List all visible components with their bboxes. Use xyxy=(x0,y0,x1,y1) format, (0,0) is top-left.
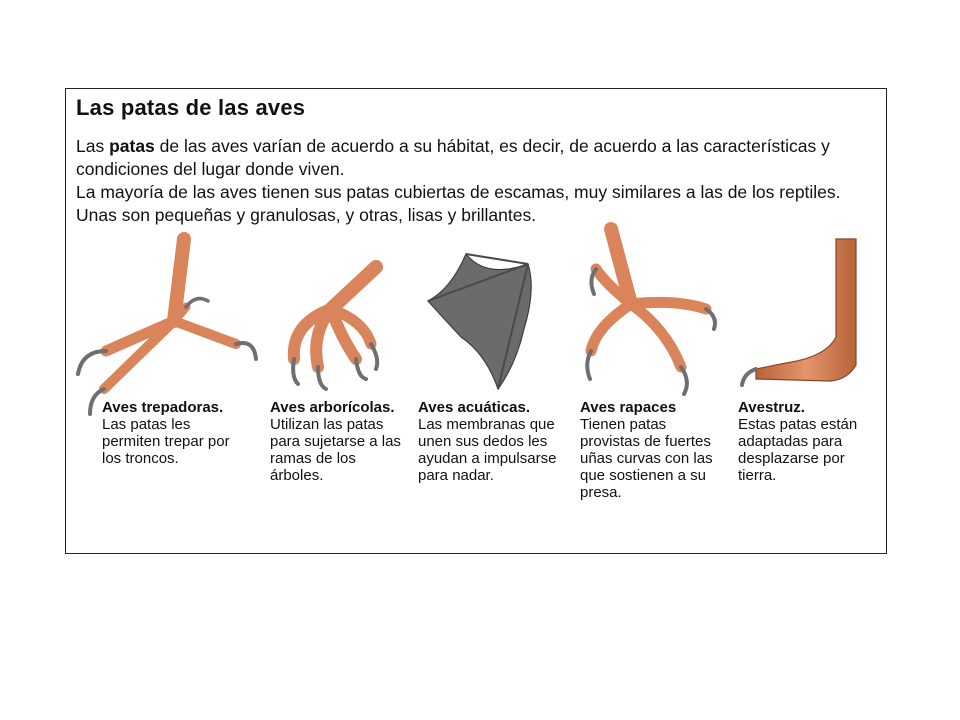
raptor-bird-foot-icon xyxy=(587,229,715,394)
caption-ostrich-body: Estas patas están adaptadas para desplazarse por tierra. xyxy=(738,416,858,484)
caption-climbing xyxy=(102,399,252,467)
caption-climbing-heading: Aves trepadoras. xyxy=(102,399,224,416)
intro-text-post: de las aves varían de acuerdo a su hábitat, es decir, de acuerdo a las características y condiciones del lugar donde viven. xyxy=(76,136,830,179)
caption-perching-body: Utilizan las patas para sujetarse a las ramas de los árboles. xyxy=(270,416,401,484)
webbed-bird-foot-icon xyxy=(428,254,531,389)
ostrich-foot-icon xyxy=(742,239,856,385)
caption-perching-heading: Aves arborícolas. xyxy=(270,399,395,416)
caption-aquatic xyxy=(418,399,568,484)
intro-paragraph-2: La mayoría de las aves tienen sus patas cubiertas de escamas, muy similares a las de los reptiles. Unas son pequeñas y granulosas, y otras, lisas y brillantes. xyxy=(76,182,841,225)
intro-text-pre: Las xyxy=(76,136,110,156)
perching-bird-foot-icon xyxy=(293,267,377,389)
feet-illustrations xyxy=(66,89,888,555)
caption-ostrich-heading: Avestruz. xyxy=(738,399,805,416)
caption-raptor xyxy=(580,399,720,501)
caption-aquatic-heading: Aves acuáticas. xyxy=(418,399,531,416)
caption-raptor-heading: Aves rapaces xyxy=(580,399,677,416)
page-title: Las patas de las aves xyxy=(76,95,306,120)
caption-climbing-body: Las patas les permiten trepar por los troncos. xyxy=(102,416,230,467)
intro-text-bold: patas xyxy=(109,136,155,156)
caption-ostrich xyxy=(738,399,883,484)
caption-perching xyxy=(270,399,410,484)
climbing-bird-foot-icon xyxy=(78,239,256,414)
infographic-card xyxy=(65,88,887,554)
caption-aquatic-body: Las membranas que unen sus dedos les ayudan a impulsarse para nadar. xyxy=(418,416,557,484)
caption-raptor-body: Tienen patas provistas de fuertes uñas curvas con las que sostienen a su presa. xyxy=(580,416,713,501)
